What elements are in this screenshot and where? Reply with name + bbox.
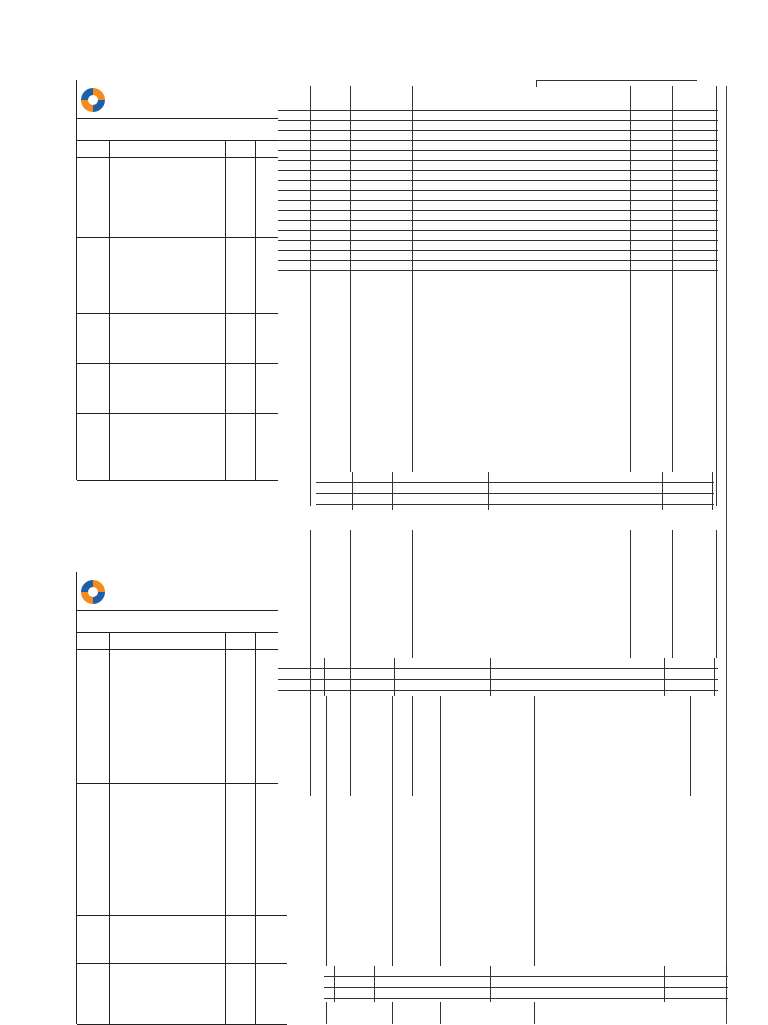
index-row (278, 131, 718, 141)
index-tail-final (324, 966, 728, 1002)
index-row (278, 241, 718, 251)
index-row (278, 251, 718, 261)
index-row (278, 231, 718, 241)
index-row (278, 171, 718, 181)
audit-plan-sheet-1 (76, 80, 287, 480)
index-tail-bottom (278, 658, 718, 698)
audit-plan-sheet-2 (76, 572, 287, 1024)
index-row (316, 472, 714, 483)
company-logo-2 (81, 580, 108, 604)
index-table-mid (278, 530, 718, 662)
index-row (278, 151, 718, 161)
company-logo (81, 88, 108, 112)
index-row (278, 221, 718, 231)
index-top-frame-line (536, 80, 697, 87)
index-row (278, 201, 718, 211)
index-table-top (278, 86, 718, 506)
index-row (324, 988, 728, 999)
index-row (316, 483, 714, 494)
index-row (278, 261, 718, 271)
index-row (278, 121, 718, 131)
index-row (278, 669, 718, 680)
index-header (278, 86, 718, 111)
index-tail-top (316, 472, 714, 510)
index-row (278, 161, 718, 171)
gear-logo-icon (81, 88, 105, 112)
index-row (278, 191, 718, 201)
index-row (324, 977, 728, 988)
index-row (278, 111, 718, 121)
index-row (324, 966, 728, 977)
index-row (316, 494, 714, 505)
index-row (278, 141, 718, 151)
index-row (278, 658, 718, 669)
index-row (278, 680, 718, 691)
index-table-bottom (278, 696, 718, 796)
index-row (278, 181, 718, 191)
index-row (278, 211, 718, 221)
gear-logo-icon (81, 580, 105, 604)
